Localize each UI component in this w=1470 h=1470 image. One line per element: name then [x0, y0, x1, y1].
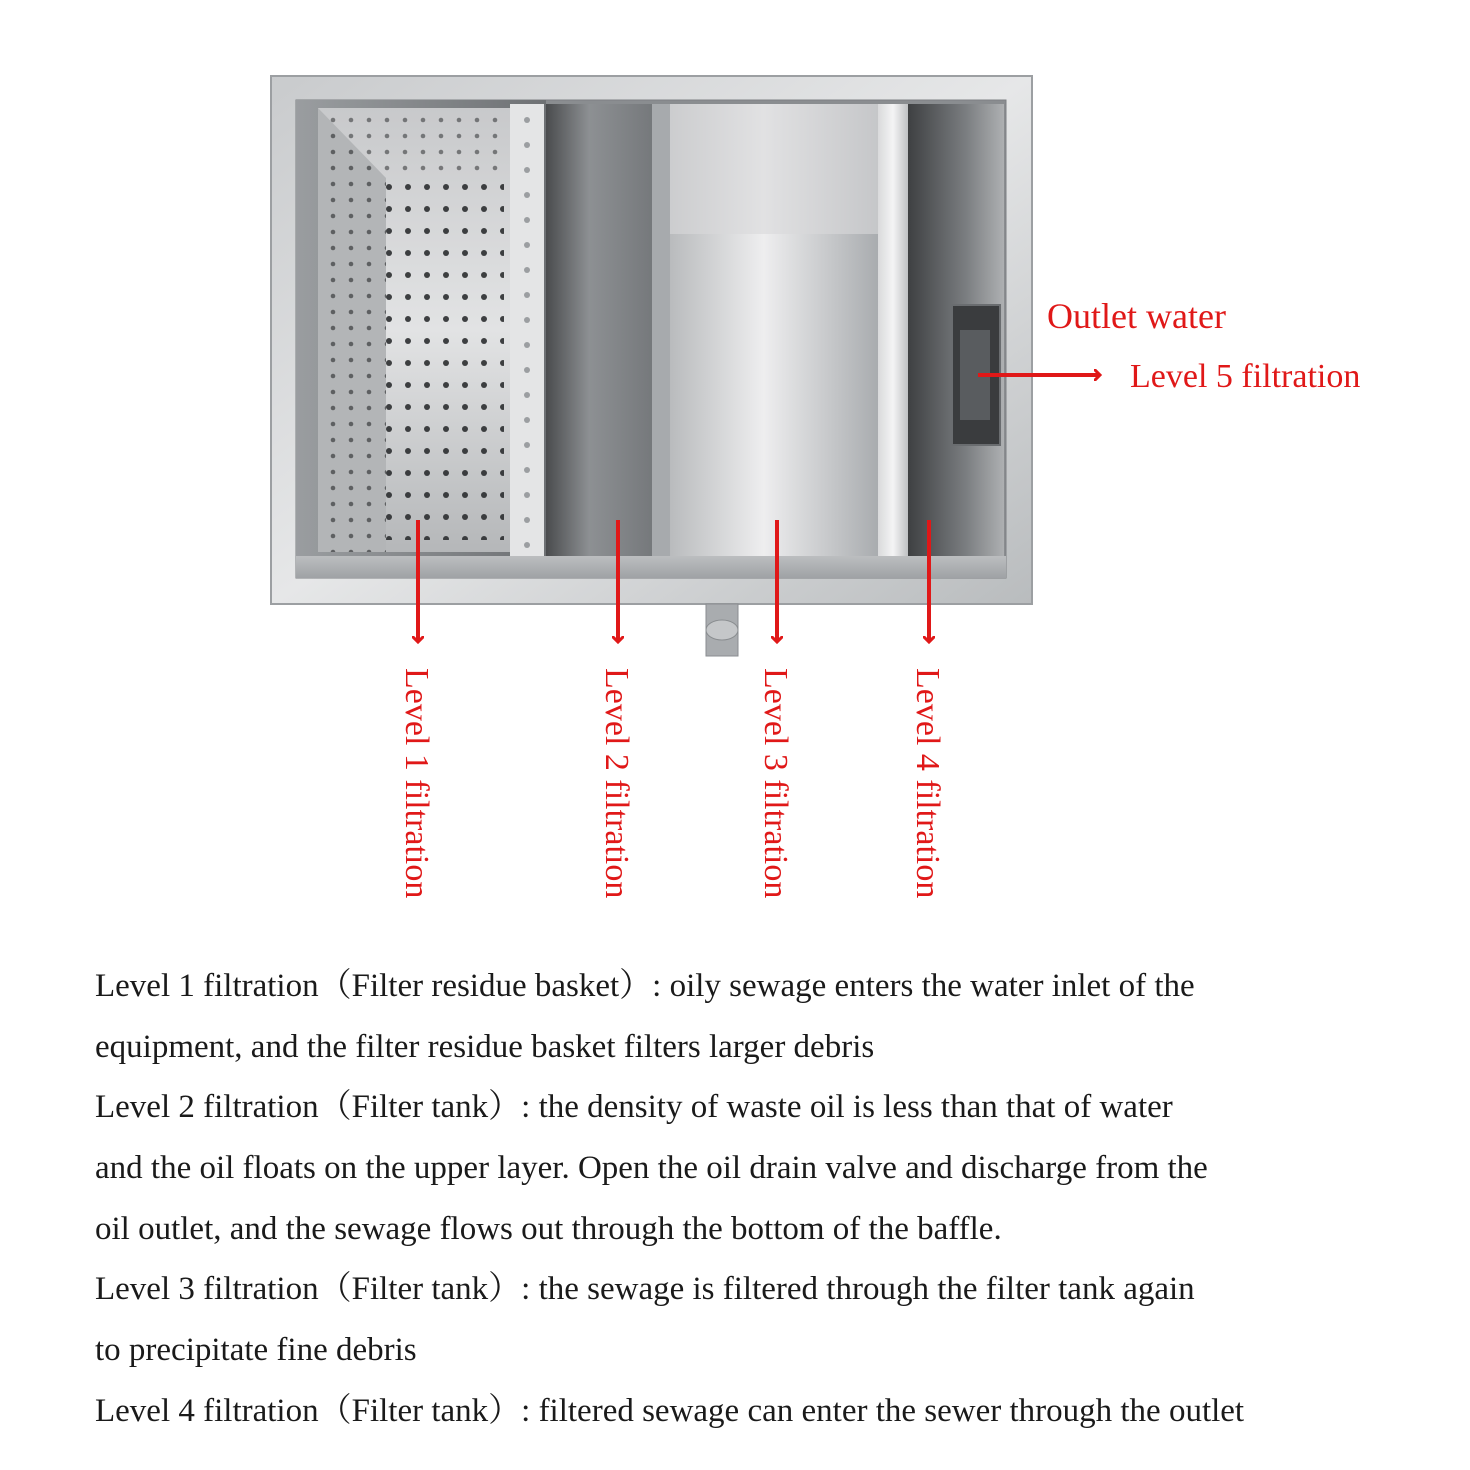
- description-line: equipment, and the filter residue basket filters larger debris: [95, 1028, 875, 1065]
- level2-label: Level 2 filtration: [598, 668, 635, 899]
- grease-trap-tank: [271, 76, 1032, 656]
- description-line: oil outlet, and the sewage flows out through the bottom of the baffle.: [95, 1210, 1002, 1247]
- level1-label: Level 1 filtration: [398, 668, 435, 899]
- level4-label: Level 4 filtration: [909, 668, 946, 899]
- description-line: and the oil floats on the upper layer. Open the oil drain valve and discharge from the: [95, 1150, 1208, 1187]
- filtration-description: [95, 956, 1425, 1442]
- description-line: Level 4 filtration（Filter tank）: filtered sewage can enter the sewer through the outlet: [95, 1392, 1245, 1429]
- description-line: to precipitate fine debris: [95, 1332, 417, 1369]
- description-line: Level 3 filtration（Filter tank）: the sewage is filtered through the filter tank again: [95, 1271, 1195, 1308]
- description-line: Level 2 filtration（Filter tank）: the density of waste oil is less than that of water: [95, 1089, 1173, 1126]
- level5-label: Level 5 filtration: [1130, 358, 1361, 395]
- description-line: Level 1 filtration（Filter residue basket）: oily sewage enters the water inlet of the: [95, 968, 1195, 1004]
- level3-label: Level 3 filtration: [757, 668, 794, 899]
- outlet-water-label: Outlet water: [1047, 296, 1226, 336]
